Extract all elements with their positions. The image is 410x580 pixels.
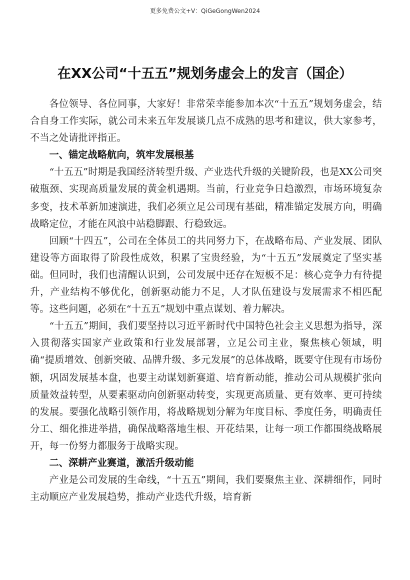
header-note: 更多免费公文+V：QiGeGongWen2024 xyxy=(149,8,261,15)
section-2-paragraph-1: 产业是公司发展的生命线，“十五五”期间，我们要聚焦主业、深耕细作，同时主动顺应产业发展趋势，推动产业迭代升级，培育新 xyxy=(30,475,382,504)
section-1-heading: 一、锚定战略航向，筑牢发展根基 xyxy=(49,150,194,162)
greeting-paragraph: 各位领导、各位同事，大家好！非常荣幸能参加本次“十五五”规划务虚会，结合自身工作实际，就公司未来五年发展谈几点不成熟的思考和建议，供大家参考，不当之处请批评指正。 xyxy=(30,99,382,145)
section-1-paragraph-2: 回顾“十四五”，公司在全体员工的共同努力下，在战略布局、产业发展、团队建设等方面取得了阶段性成效，积累了宝贵经验，为“十五五”发展奠定了坚实基础。但同时，我们也清醒认识到，公司发展中还存在短板不足：核心竞争力有待提升，产业结构不够优化，创新驱动能力不足，人才队伍建设与发展需求不相匹配等。这些问题，必须在“十五五”规划中重点谋划、着力解决。 xyxy=(30,235,382,316)
section-2-heading: 二、深耕产业赛道，激活升级动能 xyxy=(49,457,194,469)
section-1-paragraph-1: “十五五”时期是我国经济转型升级、产业迭代升级的关键阶段，也是XX公司突破瓶颈、实现高质量发展的黄金机遇期。当前，行业竞争日趋激烈，市场环境复杂多变，技术革新加速演进，我们必须立足公司现有基础，精准锚定发展方向，明确战略定位，才能在风浪中站稳脚跟、行稳致远。 xyxy=(30,167,382,230)
document-body xyxy=(30,96,382,506)
document-title: 在XX公司“十五五”规划务虚会上的发言（国企） xyxy=(57,66,353,82)
section-1-paragraph-3: “十五五”期间，我们要坚持以习近平新时代中国特色社会主义思想为指导，深入贯彻落实国家产业政策和行业发展部署，立足公司主业，聚焦核心领域，明确“提质增效、创新突破、品牌升级、多元发展”的总体战略，既要守住现有市场份额，巩固发展基本盘，也要主动谋划新赛道、培育新动能，推动公司从规模扩张向质量效益转型，从要素驱动向创新驱动转变，实现更高质量、更有效率、更可持续的发展。要强化战略引领作用，将战略规划分解为年度目标、季度任务，明确责任分工、细化推进举措，确保战略落地生根、开花结果，让每一项工作都围绕战略展开，每一份努力都服务于战略实现。 xyxy=(30,321,382,452)
